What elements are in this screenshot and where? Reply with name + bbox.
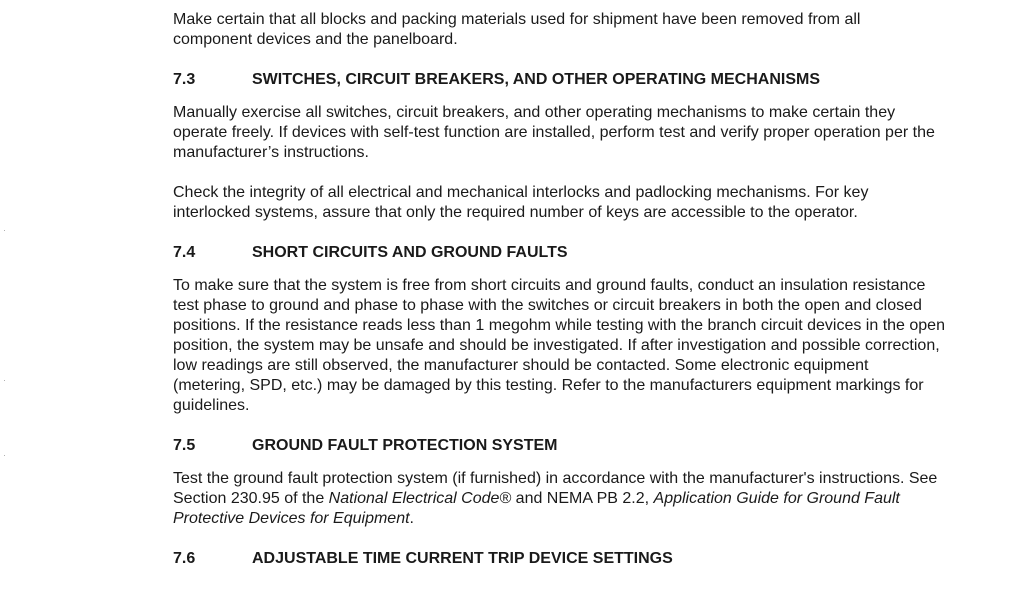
text-line: Manually exercise all switches, circuit breakers, and other operating mechanisms to make certain they [173, 104, 896, 121]
text-run: Section 230.95 of the [173, 490, 329, 507]
text-line [173, 509, 1024, 529]
text-line [173, 489, 1024, 509]
section-number: 7.4 [173, 244, 196, 261]
section-title: GROUND FAULT PROTECTION SYSTEM [252, 437, 558, 454]
text-line: low readings are still observed, the manufacturer should be contacted. Some electronic equipment [173, 357, 869, 374]
text-line: (metering, SPD, etc.) may be damaged by this testing. Refer to the manufacturers equipment markings for [173, 377, 924, 394]
guide-reference: Protective Devices for Equipment [173, 510, 410, 527]
section-heading-7-5 [173, 436, 1024, 456]
scan-mark [4, 230, 5, 231]
text-line: interlocked systems, assure that only the required number of keys are accessible to the operator. [173, 204, 858, 221]
text-line: guidelines. [173, 397, 250, 414]
section-heading-7-3 [173, 70, 1024, 90]
text-line: position, the system may be unsafe and should be investigated. If after investigation and possible correction, [173, 337, 940, 354]
text-line: component devices and the panelboard. [173, 31, 458, 48]
section-title: SHORT CIRCUITS AND GROUND FAULTS [252, 244, 568, 261]
section-number: 7.5 [173, 437, 196, 454]
text-line: To make sure that the system is free from short circuits and ground faults, conduct an insulation resistance [173, 277, 926, 294]
section-7-4-paragraph-1 [173, 276, 1024, 416]
section-7-3-paragraph-2 [173, 183, 1024, 223]
code-reference: National Electrical Code® [328, 490, 512, 507]
guide-reference: Application Guide for Ground Fault [653, 490, 900, 507]
section-heading-7-4 [173, 243, 1024, 263]
text-line: operate freely. If devices with self-test function are installed, perform test and verify proper operation per the [173, 124, 935, 141]
scan-mark [4, 455, 5, 456]
text-line: Check the integrity of all electrical and mechanical interlocks and padlocking mechanisms. For key [173, 184, 869, 201]
text-line: Make certain that all blocks and packing materials used for shipment have been removed from all [173, 11, 861, 28]
scan-mark [4, 380, 5, 381]
section-title: SWITCHES, CIRCUIT BREAKERS, AND OTHER OPERATING MECHANISMS [252, 71, 821, 88]
text-line: Test the ground fault protection system (if furnished) in accordance with the manufacturer's instructions. See [173, 470, 938, 487]
text-line: manufacturer’s instructions. [173, 144, 369, 161]
text-line: positions. If the resistance reads less than 1 megohm while testing with the branch circuit devices in the open [173, 317, 945, 334]
section-number: 7.6 [173, 550, 196, 567]
text-run: and NEMA PB 2.2, [511, 490, 654, 507]
document-page [173, 10, 1024, 569]
text-line: test phase to ground and phase to phase with the switches or circuit breakers in both the open and closed [173, 297, 922, 314]
section-7-3-paragraph-1 [173, 103, 1024, 163]
section-title: ADJUSTABLE TIME CURRENT TRIP DEVICE SETTINGS [252, 550, 673, 567]
section-7-5-paragraph-1 [173, 469, 1024, 529]
section-heading-7-6 [173, 549, 1024, 569]
section-number: 7.3 [173, 71, 196, 88]
intro-paragraph [173, 10, 1024, 50]
text-run: . [409, 510, 414, 527]
